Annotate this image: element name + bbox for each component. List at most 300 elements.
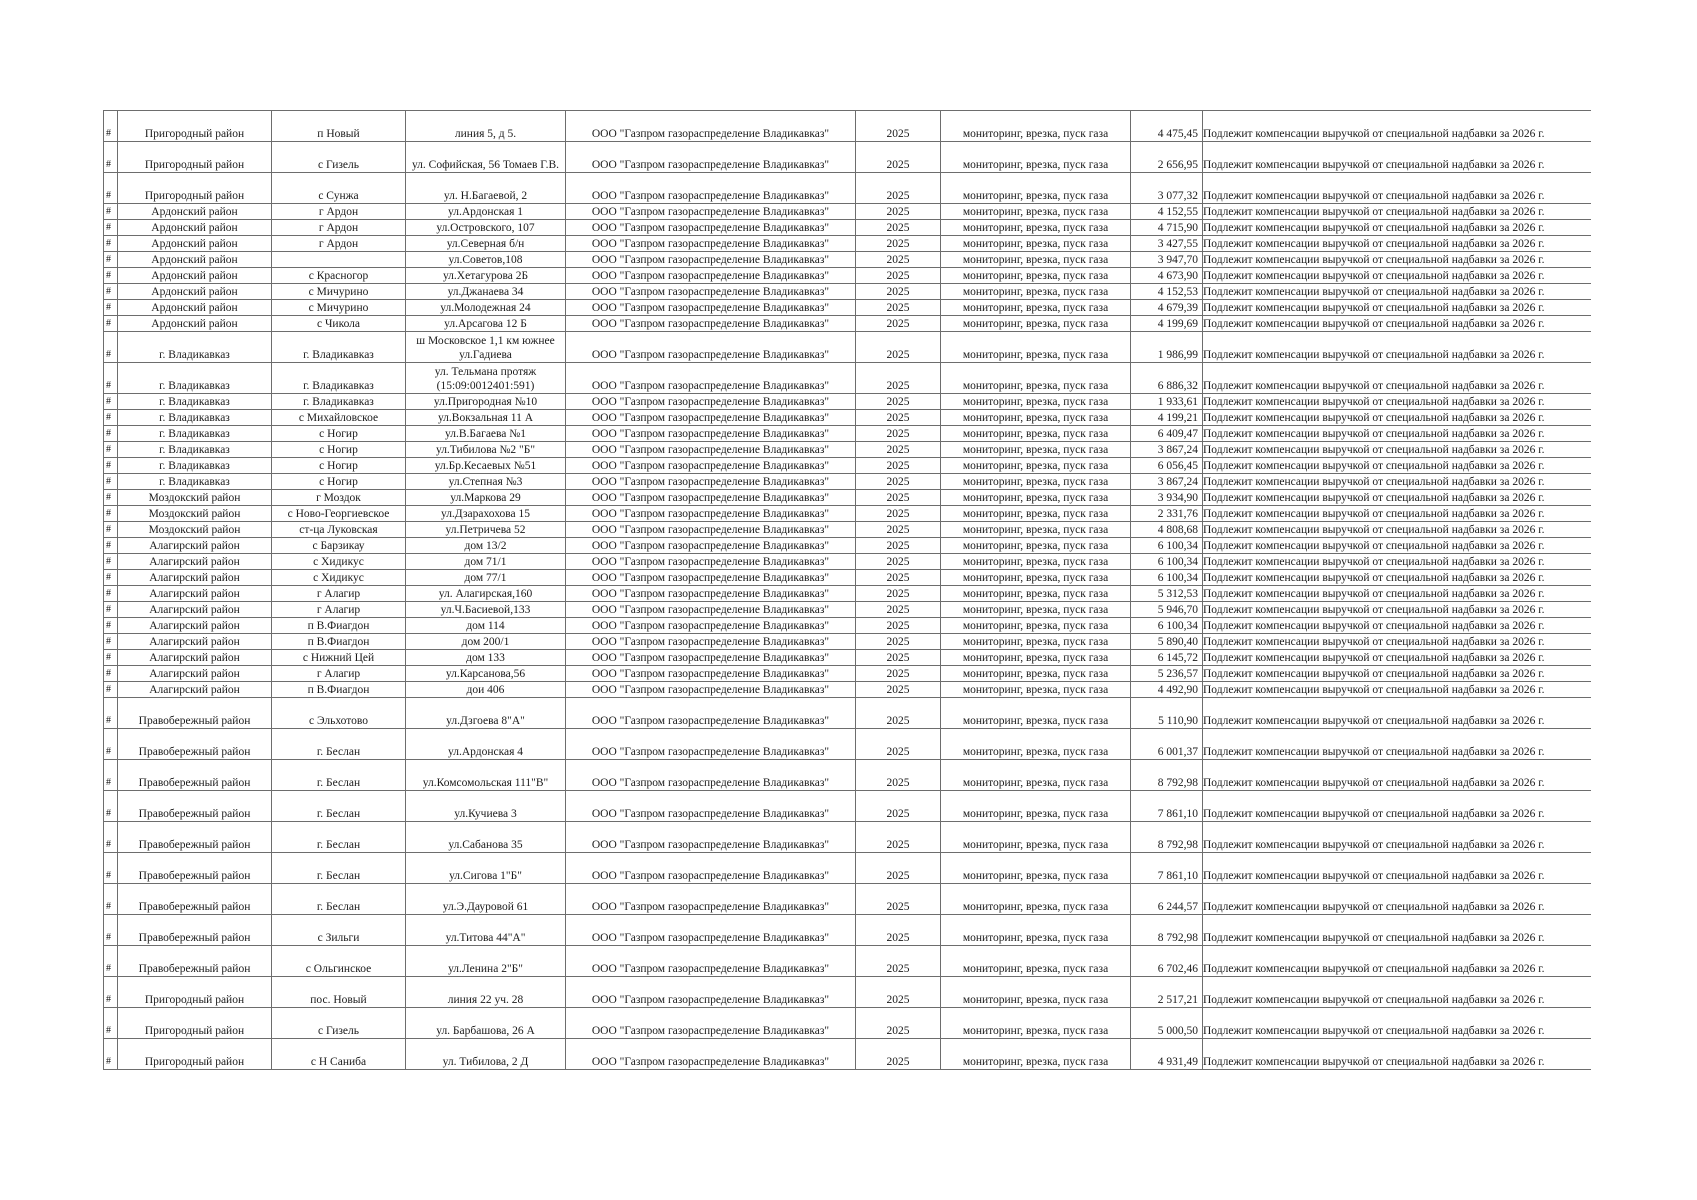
district-cell: Пригородный район	[118, 173, 272, 204]
note-cell: Подлежит компенсации выручкой от специальной надбавки за 2026 г.	[1203, 252, 1591, 268]
amount-cell: 6 100,34	[1131, 570, 1203, 586]
organization-cell: ООО "Газпром газораспределение Владикавказ"	[566, 915, 856, 946]
organization-cell: ООО "Газпром газораспределение Владикавказ"	[566, 490, 856, 506]
district-cell: г. Владикавказ	[118, 363, 272, 394]
works-cell: мониторинг, врезка, пуск газа	[941, 538, 1131, 554]
table-row	[104, 426, 1591, 442]
district-cell: г. Владикавказ	[118, 410, 272, 426]
row-marker: #	[104, 946, 118, 977]
works-cell: мониторинг, врезка, пуск газа	[941, 1039, 1131, 1070]
year-cell: 2025	[856, 666, 941, 682]
organization-cell: ООО "Газпром газораспределение Владикавказ"	[566, 698, 856, 729]
note-cell: Подлежит компенсации выручкой от специальной надбавки за 2026 г.	[1203, 554, 1591, 570]
works-cell: мониторинг, врезка, пуск газа	[941, 650, 1131, 666]
district-cell: Правобережный район	[118, 915, 272, 946]
row-marker: #	[104, 586, 118, 602]
amount-cell: 4 152,53	[1131, 284, 1203, 300]
works-cell: мониторинг, врезка, пуск газа	[941, 236, 1131, 252]
address-cell: ул.Ленина 2"Б"	[406, 946, 566, 977]
note-cell: Подлежит компенсации выручкой от специальной надбавки за 2026 г.	[1203, 698, 1591, 729]
year-cell: 2025	[856, 1039, 941, 1070]
address-cell: ул.Степная №3	[406, 474, 566, 490]
organization-cell: ООО "Газпром газораспределение Владикавказ"	[566, 332, 856, 363]
works-cell: мониторинг, врезка, пуск газа	[941, 490, 1131, 506]
table-row	[104, 915, 1591, 946]
address-cell: ул.Бр.Кесаевых №51	[406, 458, 566, 474]
address-cell: ул. Н.Багаевой, 2	[406, 173, 566, 204]
organization-cell: ООО "Газпром газораспределение Владикавказ"	[566, 316, 856, 332]
year-cell: 2025	[856, 884, 941, 915]
settlement-cell: с Хидикус	[272, 554, 406, 570]
table-row	[104, 618, 1591, 634]
district-cell: г. Владикавказ	[118, 458, 272, 474]
note-cell: Подлежит компенсации выручкой от специальной надбавки за 2026 г.	[1203, 284, 1591, 300]
settlement-cell: с Мичурино	[272, 300, 406, 316]
works-cell: мониторинг, врезка, пуск газа	[941, 1008, 1131, 1039]
address-cell: ул.Э.Дауровой 61	[406, 884, 566, 915]
year-cell: 2025	[856, 474, 941, 490]
organization-cell: ООО "Газпром газораспределение Владикавказ"	[566, 570, 856, 586]
settlement-cell: г Ардон	[272, 220, 406, 236]
note-cell: Подлежит компенсации выручкой от специальной надбавки за 2026 г.	[1203, 394, 1591, 410]
settlement-cell: г Ардон	[272, 236, 406, 252]
row-marker: #	[104, 1008, 118, 1039]
amount-cell: 6 100,34	[1131, 618, 1203, 634]
note-cell: Подлежит компенсации выручкой от специальной надбавки за 2026 г.	[1203, 682, 1591, 698]
amount-cell: 4 715,90	[1131, 220, 1203, 236]
note-cell: Подлежит компенсации выручкой от специальной надбавки за 2026 г.	[1203, 884, 1591, 915]
amount-cell: 6 409,47	[1131, 426, 1203, 442]
organization-cell: ООО "Газпром газораспределение Владикавказ"	[566, 682, 856, 698]
settlement-cell: с Ногир	[272, 458, 406, 474]
district-cell: г. Владикавказ	[118, 332, 272, 363]
year-cell: 2025	[856, 394, 941, 410]
table-row	[104, 220, 1591, 236]
works-cell: мониторинг, врезка, пуск газа	[941, 142, 1131, 173]
year-cell: 2025	[856, 490, 941, 506]
address-cell: линия 5, д 5.	[406, 111, 566, 142]
works-cell: мониторинг, врезка, пуск газа	[941, 570, 1131, 586]
row-marker: #	[104, 300, 118, 316]
year-cell: 2025	[856, 204, 941, 220]
amount-cell: 5 110,90	[1131, 698, 1203, 729]
note-cell: Подлежит компенсации выручкой от специальной надбавки за 2026 г.	[1203, 602, 1591, 618]
works-cell: мониторинг, врезка, пуск газа	[941, 791, 1131, 822]
row-marker: #	[104, 729, 118, 760]
settlement-cell: с Нижний Цей	[272, 650, 406, 666]
organization-cell: ООО "Газпром газораспределение Владикавказ"	[566, 142, 856, 173]
row-marker: #	[104, 442, 118, 458]
table-row	[104, 111, 1591, 142]
works-cell: мониторинг, врезка, пуск газа	[941, 729, 1131, 760]
organization-cell: ООО "Газпром газораспределение Владикавказ"	[566, 458, 856, 474]
year-cell: 2025	[856, 220, 941, 236]
note-cell: Подлежит компенсации выручкой от специальной надбавки за 2026 г.	[1203, 300, 1591, 316]
organization-cell: ООО "Газпром газораспределение Владикавказ"	[566, 111, 856, 142]
row-marker: #	[104, 618, 118, 634]
table-row	[104, 602, 1591, 618]
address-cell: ш Московское 1,1 км южнее ул.Гадиева	[406, 332, 566, 363]
amount-cell: 5 890,40	[1131, 634, 1203, 650]
amount-cell: 4 679,39	[1131, 300, 1203, 316]
organization-cell: ООО "Газпром газораспределение Владикавказ"	[566, 666, 856, 682]
settlement-cell: п В.Фиагдон	[272, 634, 406, 650]
organization-cell: ООО "Газпром газораспределение Владикавказ"	[566, 634, 856, 650]
works-cell: мониторинг, врезка, пуск газа	[941, 666, 1131, 682]
table-row	[104, 698, 1591, 729]
address-cell: ул.Ардонская 1	[406, 204, 566, 220]
row-marker: #	[104, 426, 118, 442]
year-cell: 2025	[856, 698, 941, 729]
works-cell: мониторинг, врезка, пуск газа	[941, 506, 1131, 522]
amount-cell: 8 792,98	[1131, 915, 1203, 946]
district-cell: Ардонский район	[118, 284, 272, 300]
note-cell: Подлежит компенсации выручкой от специальной надбавки за 2026 г.	[1203, 538, 1591, 554]
works-cell: мониторинг, врезка, пуск газа	[941, 522, 1131, 538]
amount-cell: 6 145,72	[1131, 650, 1203, 666]
note-cell: Подлежит компенсации выручкой от специальной надбавки за 2026 г.	[1203, 506, 1591, 522]
year-cell: 2025	[856, 602, 941, 618]
amount-cell: 3 947,70	[1131, 252, 1203, 268]
amount-cell: 2 656,95	[1131, 142, 1203, 173]
address-cell: линия 22 уч. 28	[406, 977, 566, 1008]
table-row	[104, 363, 1591, 394]
row-marker: #	[104, 458, 118, 474]
address-cell: ул.В.Багаева №1	[406, 426, 566, 442]
row-marker: #	[104, 394, 118, 410]
amount-cell: 5 946,70	[1131, 602, 1203, 618]
organization-cell: ООО "Газпром газораспределение Владикавказ"	[566, 650, 856, 666]
year-cell: 2025	[856, 142, 941, 173]
note-cell: Подлежит компенсации выручкой от специальной надбавки за 2026 г.	[1203, 236, 1591, 252]
address-cell: ул.Ардонская 4	[406, 729, 566, 760]
amount-cell: 4 199,21	[1131, 410, 1203, 426]
note-cell: Подлежит компенсации выручкой от специальной надбавки за 2026 г.	[1203, 522, 1591, 538]
amount-cell: 8 792,98	[1131, 760, 1203, 791]
works-cell: мониторинг, врезка, пуск газа	[941, 977, 1131, 1008]
note-cell: Подлежит компенсации выручкой от специальной надбавки за 2026 г.	[1203, 729, 1591, 760]
organization-cell: ООО "Газпром газораспределение Владикавказ"	[566, 236, 856, 252]
table-row	[104, 474, 1591, 490]
row-marker: #	[104, 1039, 118, 1070]
note-cell: Подлежит компенсации выручкой от специальной надбавки за 2026 г.	[1203, 142, 1591, 173]
organization-cell: ООО "Газпром газораспределение Владикавказ"	[566, 853, 856, 884]
year-cell: 2025	[856, 410, 941, 426]
organization-cell: ООО "Газпром газораспределение Владикавказ"	[566, 822, 856, 853]
table-row	[104, 316, 1591, 332]
address-cell: дом 133	[406, 650, 566, 666]
row-marker: #	[104, 977, 118, 1008]
organization-cell: ООО "Газпром газораспределение Владикавказ"	[566, 618, 856, 634]
district-cell: Моздокский район	[118, 506, 272, 522]
table-row	[104, 729, 1591, 760]
row-marker: #	[104, 791, 118, 822]
table-row	[104, 853, 1591, 884]
year-cell: 2025	[856, 760, 941, 791]
amount-cell: 3 077,32	[1131, 173, 1203, 204]
row-marker: #	[104, 268, 118, 284]
organization-cell: ООО "Газпром газораспределение Владикавказ"	[566, 474, 856, 490]
district-cell: г. Владикавказ	[118, 442, 272, 458]
table-row	[104, 946, 1591, 977]
amount-cell: 4 673,90	[1131, 268, 1203, 284]
amount-cell: 5 312,53	[1131, 586, 1203, 602]
row-marker: #	[104, 506, 118, 522]
district-cell: Алагирский район	[118, 682, 272, 698]
settlement-cell: с Ново-Георгиевское	[272, 506, 406, 522]
table-row	[104, 977, 1591, 1008]
note-cell: Подлежит компенсации выручкой от специальной надбавки за 2026 г.	[1203, 442, 1591, 458]
settlement-cell: пос. Новый	[272, 977, 406, 1008]
address-cell: ул.Дзгоева 8"А"	[406, 698, 566, 729]
settlement-cell: п В.Фиагдон	[272, 618, 406, 634]
year-cell: 2025	[856, 650, 941, 666]
address-cell: ул. Тельмана протяж (15:09:0012401:591)	[406, 363, 566, 394]
table-row	[104, 570, 1591, 586]
settlement-cell: г. Беслан	[272, 884, 406, 915]
year-cell: 2025	[856, 729, 941, 760]
address-cell: ул.Вокзальная 11 А	[406, 410, 566, 426]
amount-cell: 6 886,32	[1131, 363, 1203, 394]
row-marker: #	[104, 316, 118, 332]
settlement-cell: г. Владикавказ	[272, 332, 406, 363]
works-cell: мониторинг, врезка, пуск газа	[941, 363, 1131, 394]
year-cell: 2025	[856, 791, 941, 822]
works-cell: мониторинг, врезка, пуск газа	[941, 822, 1131, 853]
address-cell: ул.Джанаева 34	[406, 284, 566, 300]
year-cell: 2025	[856, 634, 941, 650]
district-cell: Правобережный район	[118, 853, 272, 884]
amount-cell: 4 475,45	[1131, 111, 1203, 142]
address-cell: ул.Арсагова 12 Б	[406, 316, 566, 332]
table-row	[104, 650, 1591, 666]
table-row	[104, 1008, 1591, 1039]
organization-cell: ООО "Газпром газораспределение Владикавказ"	[566, 204, 856, 220]
settlement-cell: с Красногор	[272, 268, 406, 284]
settlement-cell: с Гизель	[272, 1008, 406, 1039]
amount-cell: 2 517,21	[1131, 977, 1203, 1008]
table-row	[104, 1039, 1591, 1070]
district-cell: г. Владикавказ	[118, 394, 272, 410]
district-cell: Алагирский район	[118, 586, 272, 602]
table-row	[104, 760, 1591, 791]
year-cell: 2025	[856, 1008, 941, 1039]
works-cell: мониторинг, врезка, пуск газа	[941, 698, 1131, 729]
organization-cell: ООО "Газпром газораспределение Владикавказ"	[566, 173, 856, 204]
address-cell: ул.Хетагурова 2Б	[406, 268, 566, 284]
works-cell: мониторинг, врезка, пуск газа	[941, 173, 1131, 204]
district-cell: Алагирский район	[118, 634, 272, 650]
district-cell: Алагирский район	[118, 538, 272, 554]
works-cell: мониторинг, врезка, пуск газа	[941, 946, 1131, 977]
year-cell: 2025	[856, 506, 941, 522]
settlement-cell: с Гизель	[272, 142, 406, 173]
amount-cell: 6 702,46	[1131, 946, 1203, 977]
organization-cell: ООО "Газпром газораспределение Владикавказ"	[566, 284, 856, 300]
address-cell: дом 13/2	[406, 538, 566, 554]
organization-cell: ООО "Газпром газораспределение Владикавказ"	[566, 442, 856, 458]
note-cell: Подлежит компенсации выручкой от специальной надбавки за 2026 г.	[1203, 363, 1591, 394]
amount-cell: 6 001,37	[1131, 729, 1203, 760]
year-cell: 2025	[856, 284, 941, 300]
amount-cell: 4 492,90	[1131, 682, 1203, 698]
note-cell: Подлежит компенсации выручкой от специальной надбавки за 2026 г.	[1203, 316, 1591, 332]
settlement-cell: с Ногир	[272, 426, 406, 442]
district-cell: Алагирский район	[118, 554, 272, 570]
works-cell: мониторинг, врезка, пуск газа	[941, 268, 1131, 284]
row-marker: #	[104, 915, 118, 946]
year-cell: 2025	[856, 822, 941, 853]
table-row	[104, 300, 1591, 316]
works-cell: мониторинг, врезка, пуск газа	[941, 204, 1131, 220]
settlement-cell: с Чикола	[272, 316, 406, 332]
settlement-cell: г Моздок	[272, 490, 406, 506]
works-cell: мониторинг, врезка, пуск газа	[941, 915, 1131, 946]
address-cell: ул. Тибилова, 2 Д	[406, 1039, 566, 1070]
note-cell: Подлежит компенсации выручкой от специальной надбавки за 2026 г.	[1203, 458, 1591, 474]
district-cell: Ардонский район	[118, 252, 272, 268]
address-cell: ул.Карсанова,56	[406, 666, 566, 682]
organization-cell: ООО "Газпром газораспределение Владикавказ"	[566, 1008, 856, 1039]
year-cell: 2025	[856, 853, 941, 884]
table-row	[104, 410, 1591, 426]
amount-cell: 2 331,76	[1131, 506, 1203, 522]
year-cell: 2025	[856, 522, 941, 538]
note-cell: Подлежит компенсации выручкой от специальной надбавки за 2026 г.	[1203, 915, 1591, 946]
row-marker: #	[104, 853, 118, 884]
amount-cell: 4 199,69	[1131, 316, 1203, 332]
works-cell: мониторинг, врезка, пуск газа	[941, 458, 1131, 474]
organization-cell: ООО "Газпром газораспределение Владикавказ"	[566, 554, 856, 570]
works-cell: мониторинг, врезка, пуск газа	[941, 618, 1131, 634]
address-cell: дом 71/1	[406, 554, 566, 570]
row-marker: #	[104, 822, 118, 853]
organization-cell: ООО "Газпром газораспределение Владикавказ"	[566, 586, 856, 602]
year-cell: 2025	[856, 111, 941, 142]
settlement-cell: с Ольгинское	[272, 946, 406, 977]
table-body	[104, 111, 1591, 1070]
settlement-cell: г. Беслан	[272, 791, 406, 822]
works-cell: мониторинг, врезка, пуск газа	[941, 111, 1131, 142]
district-cell: Ардонский район	[118, 220, 272, 236]
works-cell: мониторинг, врезка, пуск газа	[941, 284, 1131, 300]
settlement-cell: г. Владикавказ	[272, 363, 406, 394]
note-cell: Подлежит компенсации выручкой от специальной надбавки за 2026 г.	[1203, 586, 1591, 602]
note-cell: Подлежит компенсации выручкой от специальной надбавки за 2026 г.	[1203, 977, 1591, 1008]
year-cell: 2025	[856, 236, 941, 252]
district-cell: Ардонский район	[118, 236, 272, 252]
settlement-cell: с Сунжа	[272, 173, 406, 204]
year-cell: 2025	[856, 977, 941, 1008]
year-cell: 2025	[856, 332, 941, 363]
table-row	[104, 268, 1591, 284]
amount-cell: 1 986,99	[1131, 332, 1203, 363]
district-cell: Правобережный район	[118, 822, 272, 853]
organization-cell: ООО "Газпром газораспределение Владикавказ"	[566, 760, 856, 791]
settlement-cell: с Ногир	[272, 474, 406, 490]
row-marker: #	[104, 490, 118, 506]
row-marker: #	[104, 173, 118, 204]
organization-cell: ООО "Газпром газораспределение Владикавказ"	[566, 426, 856, 442]
table-row	[104, 666, 1591, 682]
note-cell: Подлежит компенсации выручкой от специальной надбавки за 2026 г.	[1203, 791, 1591, 822]
year-cell: 2025	[856, 173, 941, 204]
row-marker: #	[104, 220, 118, 236]
organization-cell: ООО "Газпром газораспределение Владикавказ"	[566, 602, 856, 618]
row-marker: #	[104, 284, 118, 300]
works-cell: мониторинг, врезка, пуск газа	[941, 474, 1131, 490]
settlement-cell: с Эльхотово	[272, 698, 406, 729]
district-cell: Пригородный район	[118, 142, 272, 173]
table-row	[104, 490, 1591, 506]
row-marker: #	[104, 410, 118, 426]
district-cell: Моздокский район	[118, 522, 272, 538]
organization-cell: ООО "Газпром газораспределение Владикавказ"	[566, 252, 856, 268]
works-cell: мониторинг, врезка, пуск газа	[941, 682, 1131, 698]
amount-cell: 3 934,90	[1131, 490, 1203, 506]
organization-cell: ООО "Газпром газораспределение Владикавказ"	[566, 220, 856, 236]
amount-cell: 7 861,10	[1131, 791, 1203, 822]
note-cell: Подлежит компенсации выручкой от специальной надбавки за 2026 г.	[1203, 474, 1591, 490]
district-cell: Правобережный район	[118, 884, 272, 915]
address-cell: ул.Островского, 107	[406, 220, 566, 236]
table-row	[104, 252, 1591, 268]
amount-cell: 8 792,98	[1131, 822, 1203, 853]
address-cell: ул.Сигова 1"Б"	[406, 853, 566, 884]
note-cell: Подлежит компенсации выручкой от специальной надбавки за 2026 г.	[1203, 570, 1591, 586]
data-table	[103, 110, 1591, 1070]
address-cell: ул.Тибилова №2 "Б"	[406, 442, 566, 458]
row-marker: #	[104, 650, 118, 666]
amount-cell: 6 100,34	[1131, 538, 1203, 554]
year-cell: 2025	[856, 252, 941, 268]
district-cell: Пригородный район	[118, 111, 272, 142]
settlement-cell: с Михайловское	[272, 410, 406, 426]
settlement-cell: с Барзикау	[272, 538, 406, 554]
settlement-cell: п Новый	[272, 111, 406, 142]
table-row	[104, 204, 1591, 220]
works-cell: мониторинг, врезка, пуск газа	[941, 586, 1131, 602]
row-marker: #	[104, 634, 118, 650]
address-cell: дом 200/1	[406, 634, 566, 650]
note-cell: Подлежит компенсации выручкой от специальной надбавки за 2026 г.	[1203, 332, 1591, 363]
settlement-cell: г Алагир	[272, 602, 406, 618]
note-cell: Подлежит компенсации выручкой от специальной надбавки за 2026 г.	[1203, 268, 1591, 284]
note-cell: Подлежит компенсации выручкой от специальной надбавки за 2026 г.	[1203, 111, 1591, 142]
works-cell: мониторинг, врезка, пуск газа	[941, 884, 1131, 915]
amount-cell: 1 933,61	[1131, 394, 1203, 410]
works-cell: мониторинг, врезка, пуск газа	[941, 252, 1131, 268]
table-row	[104, 522, 1591, 538]
year-cell: 2025	[856, 458, 941, 474]
works-cell: мониторинг, врезка, пуск газа	[941, 220, 1131, 236]
year-cell: 2025	[856, 426, 941, 442]
works-cell: мониторинг, врезка, пуск газа	[941, 332, 1131, 363]
address-cell: ул.Пригородная №10	[406, 394, 566, 410]
year-cell: 2025	[856, 300, 941, 316]
amount-cell: 6 100,34	[1131, 554, 1203, 570]
table-row	[104, 791, 1591, 822]
organization-cell: ООО "Газпром газораспределение Владикавказ"	[566, 522, 856, 538]
amount-cell: 5 000,50	[1131, 1008, 1203, 1039]
works-cell: мониторинг, врезка, пуск газа	[941, 602, 1131, 618]
settlement-cell: г. Владикавказ	[272, 394, 406, 410]
settlement-cell: г. Беслан	[272, 729, 406, 760]
works-cell: мониторинг, врезка, пуск газа	[941, 300, 1131, 316]
table-row	[104, 554, 1591, 570]
table-row	[104, 394, 1591, 410]
district-cell: Правобережный район	[118, 698, 272, 729]
